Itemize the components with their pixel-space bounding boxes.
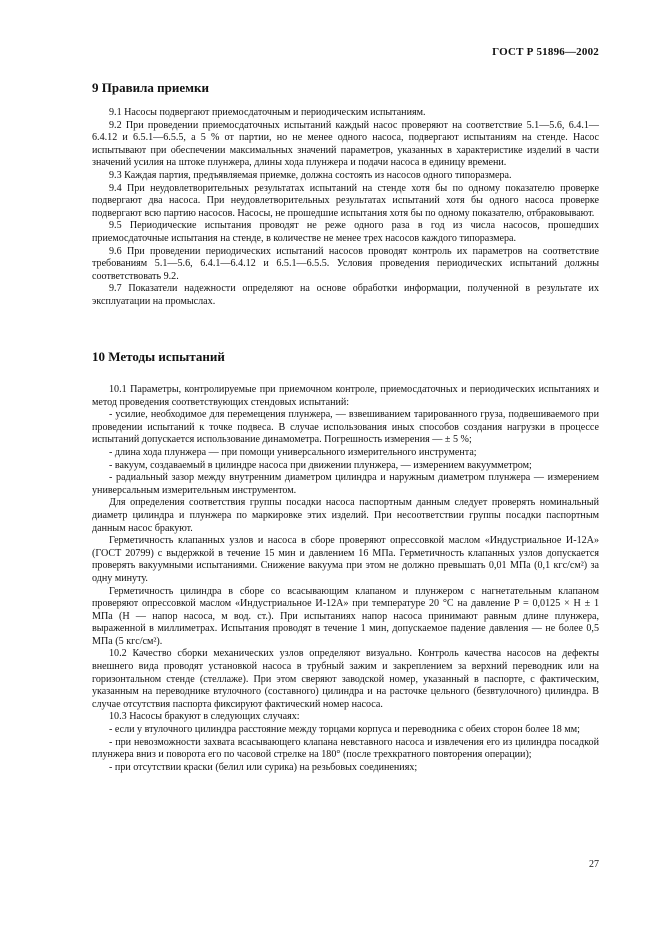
paragraph-valve-tightness: Герметичность клапанных узлов и насоса в сборе проверяют опрессовкой маслом «Индустриальное И-12А» (ГОСТ 20799) с выдержкой в течение 15 мин и давлением 16 МПа. Герметичность клапанных узлов допускается проверять вакуумными испытаниями. Снижение вакуума при этом не должно превышать 0,01 МПа (0,1 кгс/см²) за одну минуту. xyxy=(92,535,599,584)
clause-9-6: 9.6 При проведении периодических испытаний насосов проводят контроль их параметров на соответствие требованиям 5.1—5.6, 6.4.1—6.4.12 и 6.5.1—6.5.5. Условия проведения периодических испытаний должны соответствовать 9.2. xyxy=(92,245,599,282)
section-acceptance-rules xyxy=(92,80,599,309)
list-item-sleeve-gap: - если у втулочного цилиндра расстояние между торцами корпуса и переводника с обеих сторон более 18 мм; xyxy=(109,724,580,736)
list-item-thread-paint: - при отсутствии краски (белил или сурика) на резьбовых соединениях; xyxy=(109,761,418,773)
clause-9-1: 9.1 Насосы подвергают приемосдаточным и периодическим испытаниям. xyxy=(109,107,426,118)
clause-10-3: 10.3 Насосы бракуют в следующих случаях: xyxy=(109,711,300,723)
section-10-body xyxy=(92,384,599,774)
clause-9-7: 9.7 Показатели надежности определяют на основе обработки информации, полученной в результате их эксплуатации на промыслах. xyxy=(92,283,599,307)
list-item-valve-capture: - при невозможности захвата всасывающего клапана невставного насоса и извлечения его из цилиндра посадкой плунжера вниз и поворота его по часовой стрелке на 180° (после трехкратного повторения операции); xyxy=(92,736,599,761)
list-item-stroke-length: - длина хода плунжера — при помощи универсального измерительного инструмента; xyxy=(109,446,477,458)
clause-10-2: 10.2 Качество сборки механических узлов определяют визуально. Контроль качества насосов на дефекты внешнего вида проводят установкой насоса в трубный зажим и закреплением за верхний переводник или на горизонтальном стенде (стеллаже). При этом сверяют заводской номер, указанный в паспорте, с фактическим, указанным на переводнике втулочного (составного) цилиндра и на расточке цельного (безвтулочного) цилиндра. В случае отсутствия паспорта фиксируют фактический номер насоса. xyxy=(92,648,599,710)
list-item-plunger-force: - усилие, необходимое для перемещения плунжера, — взвешиванием тарированного груза, подвешиваемого при проведении испытаний к точке подвеса. В случае использования иных способов создания нагрузки в процессе испытаний допускается использование динамометра. Погрешность измерения — ± 5 %; xyxy=(92,409,599,446)
clause-9-5: 9.5 Периодические испытания проводят не реже одного раза в год из числа насосов, прошедших приемосдаточные испытания на стенде, в количестве не менее трех насосов каждого типоразмера. xyxy=(92,220,599,244)
clause-9-4: 9.4 При неудовлетворительных результатах испытаний на стенде хотя бы по одному показателю проверке подвергают два насоса. При неудовлетворительных результатах испытаний хотя бы одного насоса проверке подвергают всю партию насосов. Насосы, не прошедшие испытания хотя бы по одному показателю, отбраковывают. xyxy=(92,182,599,219)
section-9-body xyxy=(92,107,599,309)
clause-9-2: 9.2 При проведении приемосдаточных испытаний каждый насос проверяют на соответствие 5.1—5.6, 6.4.1—6.4.12 и 6.5.1—6.5.5, а 5 % от партии, но не менее одного насоса, подвергают испытаниям на стенде. Насос испытывают при обеспечении максимальных значений параметров, указанных в характеристике изделий в части значений усилия на штоке плунжера, длины хода плунжера и подачи насоса в единицу времени. xyxy=(92,119,599,169)
list-item-vacuum: - вакуум, создаваемый в цилиндре насоса при движении плунжера, — измерением вакуумметром; xyxy=(109,459,532,471)
section-9-heading: 9 Правила приемки xyxy=(92,80,209,95)
section-10-heading: 10 Методы испытаний xyxy=(92,349,225,364)
clause-10-1: 10.1 Параметры, контролируемые при приемочном контроле, приемосдаточных и периодических испытаниях и метод проведения соответствующих стендовых испытаний: xyxy=(92,384,599,408)
clause-9-3: 9.3 Каждая партия, предъявляемая приемке, должна состоять из насосов одного типоразмера. xyxy=(109,169,512,181)
page-number: 27 xyxy=(589,859,599,870)
paragraph-cylinder-tightness: Герметичность цилиндра в сборе со всасывающим клапаном и плунжером с нагнетательным клапаном проверяют опрессовкой маслом «Индустриальное И-12А» при температуре 20 °С на давление P = 0,0125 × H ± 1 МПа (H — напор насоса, м вод. ст.). При испытаниях напор насоса принимают равным длине плунжера, выраженной в миллиметрах. Испытания проводят в течение 1 мин, допускаемое падение давления — не более 0,5 МПа (5 кгс/см²). xyxy=(92,585,599,647)
section-test-methods xyxy=(92,349,599,774)
standard-designation: ГОСТ Р 51896—2002 xyxy=(492,46,599,58)
list-item-radial-clearance: - радиальный зазор между внутренним диаметром цилиндра и наружным диаметром плунжера — измерением универсальным измерительным инструментом. xyxy=(92,472,599,496)
paragraph-fit-group: Для определения соответствия группы посадки насоса паспортным данным следует проверять номинальный диаметр цилиндра и плунжера по маркировке этих изделий. При несоответствии группы посадки паспортным данным насос бракуют. xyxy=(92,497,599,534)
